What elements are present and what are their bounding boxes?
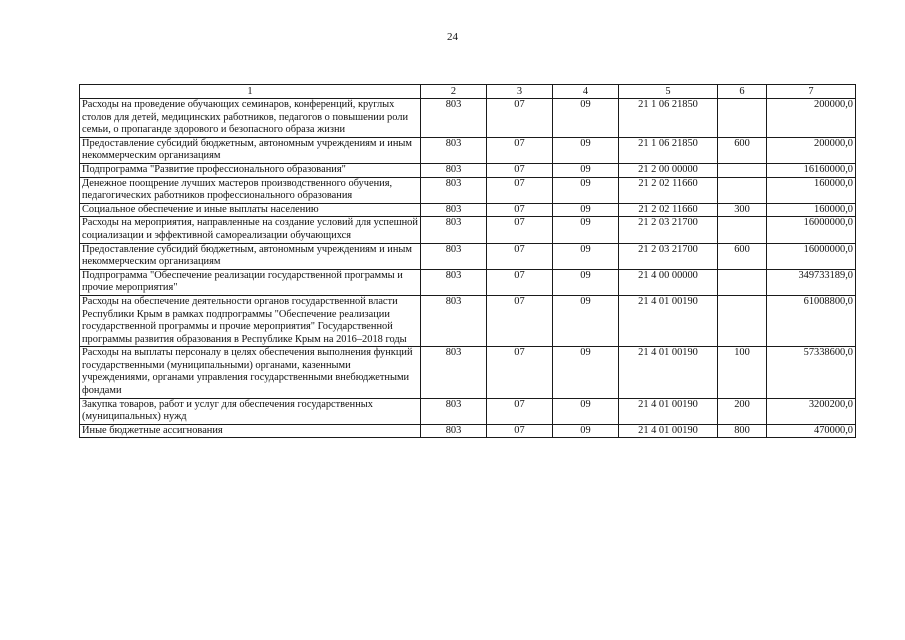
row-target-article-cell: 21 2 02 11660 (619, 203, 718, 217)
row-expense-type-cell: 300 (718, 203, 767, 217)
row-target-article-cell: 21 2 00 00000 (619, 163, 718, 177)
column-header: 4 (553, 85, 619, 99)
row-target-article-cell: 21 2 02 11660 (619, 177, 718, 203)
row-subsection-cell: 09 (553, 163, 619, 177)
column-header: 3 (487, 85, 553, 99)
row-section-cell: 07 (487, 217, 553, 243)
row-section-cell: 07 (487, 269, 553, 295)
row-amount-cell: 16000000,0 (767, 217, 856, 243)
row-section-cell: 07 (487, 243, 553, 269)
table-row (80, 269, 856, 295)
row-section-cell: 07 (487, 424, 553, 438)
row-amount-cell: 470000,0 (767, 424, 856, 438)
row-subsection-cell: 09 (553, 137, 619, 163)
table-header-row (80, 85, 856, 99)
row-subsection-cell: 09 (553, 203, 619, 217)
row-admin-code-cell: 803 (421, 163, 487, 177)
table-row (80, 295, 856, 346)
row-name-cell: Подпрограмма "Обеспечение реализации государственной программы и прочие мероприятия" (80, 269, 421, 295)
row-target-article-cell: 21 4 01 00190 (619, 398, 718, 424)
row-section-cell: 07 (487, 203, 553, 217)
row-expense-type-cell (718, 177, 767, 203)
table-row (80, 398, 856, 424)
row-target-article-cell: 21 4 01 00190 (619, 295, 718, 346)
row-subsection-cell: 09 (553, 295, 619, 346)
row-admin-code-cell: 803 (421, 398, 487, 424)
row-name-cell: Денежное поощрение лучших мастеров производственного обучения, педагогических работников профессионального образования (80, 177, 421, 203)
table-row (80, 243, 856, 269)
table-row (80, 99, 856, 138)
row-name-cell: Закупка товаров, работ и услуг для обеспечения государственных (муниципальных) нужд (80, 398, 421, 424)
row-name-cell: Подпрограмма "Развитие профессионального образования" (80, 163, 421, 177)
row-admin-code-cell: 803 (421, 243, 487, 269)
table-row (80, 203, 856, 217)
table-row (80, 217, 856, 243)
row-admin-code-cell: 803 (421, 177, 487, 203)
column-header: 7 (767, 85, 856, 99)
row-subsection-cell: 09 (553, 269, 619, 295)
row-amount-cell: 160000,0 (767, 177, 856, 203)
row-target-article-cell: 21 4 00 00000 (619, 269, 718, 295)
row-amount-cell: 3200200,0 (767, 398, 856, 424)
row-target-article-cell: 21 1 06 21850 (619, 137, 718, 163)
row-section-cell: 07 (487, 347, 553, 398)
row-subsection-cell: 09 (553, 217, 619, 243)
row-amount-cell: 61008800,0 (767, 295, 856, 346)
row-subsection-cell: 09 (553, 398, 619, 424)
row-name-cell: Расходы на выплаты персоналу в целях обеспечения выполнения функций государственными (муниципальными) органами, казенными учреждениями, органами управления государственными внебюджетными фондами (80, 347, 421, 398)
row-target-article-cell: 21 4 01 00190 (619, 424, 718, 438)
row-expense-type-cell (718, 217, 767, 243)
row-expense-type-cell (718, 269, 767, 295)
row-admin-code-cell: 803 (421, 217, 487, 243)
row-expense-type-cell: 100 (718, 347, 767, 398)
row-amount-cell: 160000,0 (767, 203, 856, 217)
table-row (80, 424, 856, 438)
row-name-cell: Предоставление субсидий бюджетным, автономным учреждениям и иным некоммерческим организациям (80, 243, 421, 269)
table-body (80, 99, 856, 438)
table-row (80, 347, 856, 398)
table-row (80, 177, 856, 203)
row-section-cell: 07 (487, 99, 553, 138)
row-subsection-cell: 09 (553, 177, 619, 203)
row-name-cell: Расходы на обеспечение деятельности органов государственной власти Республики Крым в рамках подпрограммы "Обеспечение реализации государственной программы и прочие мероприятия" Государственной программы развития образования в Республике Крым на 2016–2018 годы (80, 295, 421, 346)
row-subsection-cell: 09 (553, 243, 619, 269)
row-name-cell: Расходы на проведение обучающих семинаров, конференций, круглых столов для детей, медицинских работников, педагогов о повышении роли семьи, о пропаганде здорового и безопасного образа жизни (80, 99, 421, 138)
row-amount-cell: 57338600,0 (767, 347, 856, 398)
column-header: 2 (421, 85, 487, 99)
row-expense-type-cell (718, 295, 767, 346)
row-section-cell: 07 (487, 295, 553, 346)
page-number: 24 (447, 31, 458, 43)
row-amount-cell: 349733189,0 (767, 269, 856, 295)
row-name-cell: Иные бюджетные ассигнования (80, 424, 421, 438)
row-section-cell: 07 (487, 177, 553, 203)
table-row (80, 137, 856, 163)
row-expense-type-cell: 600 (718, 243, 767, 269)
row-expense-type-cell: 800 (718, 424, 767, 438)
row-section-cell: 07 (487, 163, 553, 177)
row-amount-cell: 16160000,0 (767, 163, 856, 177)
row-section-cell: 07 (487, 398, 553, 424)
table-row (80, 163, 856, 177)
row-admin-code-cell: 803 (421, 269, 487, 295)
row-amount-cell: 200000,0 (767, 137, 856, 163)
row-target-article-cell: 21 4 01 00190 (619, 347, 718, 398)
row-subsection-cell: 09 (553, 424, 619, 438)
row-admin-code-cell: 803 (421, 203, 487, 217)
row-expense-type-cell (718, 99, 767, 138)
row-admin-code-cell: 803 (421, 295, 487, 346)
row-expense-type-cell: 200 (718, 398, 767, 424)
row-amount-cell: 200000,0 (767, 99, 856, 138)
column-header: 5 (619, 85, 718, 99)
row-expense-type-cell: 600 (718, 137, 767, 163)
row-name-cell: Предоставление субсидий бюджетным, автономным учреждениям и иным некоммерческим организациям (80, 137, 421, 163)
row-subsection-cell: 09 (553, 347, 619, 398)
row-target-article-cell: 21 2 03 21700 (619, 243, 718, 269)
row-name-cell: Расходы на мероприятия, направленные на создание условий для успешной социализации и эффективной самореализации обучающихся (80, 217, 421, 243)
row-target-article-cell: 21 2 03 21700 (619, 217, 718, 243)
row-admin-code-cell: 803 (421, 424, 487, 438)
budget-table (79, 84, 856, 438)
row-section-cell: 07 (487, 137, 553, 163)
row-admin-code-cell: 803 (421, 99, 487, 138)
column-header: 1 (80, 85, 421, 99)
row-name-cell: Социальное обеспечение и иные выплаты населению (80, 203, 421, 217)
row-expense-type-cell (718, 163, 767, 177)
row-amount-cell: 16000000,0 (767, 243, 856, 269)
row-target-article-cell: 21 1 06 21850 (619, 99, 718, 138)
row-admin-code-cell: 803 (421, 347, 487, 398)
row-admin-code-cell: 803 (421, 137, 487, 163)
column-header: 6 (718, 85, 767, 99)
row-subsection-cell: 09 (553, 99, 619, 138)
